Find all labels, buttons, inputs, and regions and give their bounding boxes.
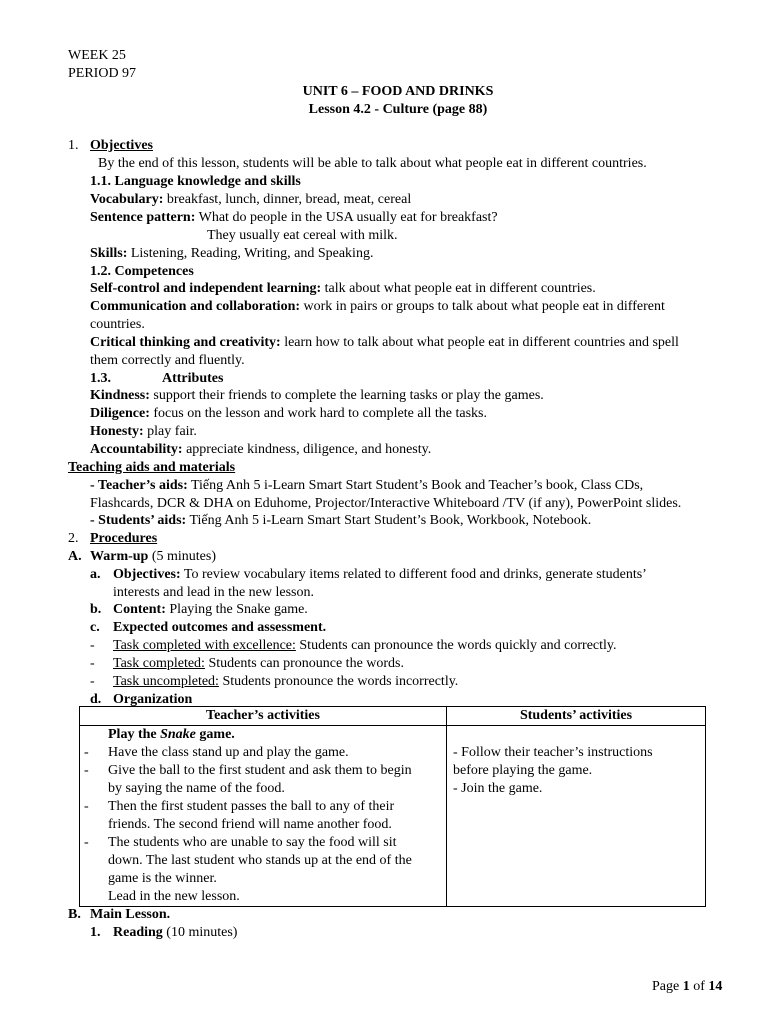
lesson-title: Lesson 4.2 - Culture (page 88) bbox=[308, 102, 488, 117]
task-uncompleted-line: Task uncompleted: Students pronounce the words incorrectly. bbox=[113, 674, 459, 689]
teacher-activities-cell bbox=[80, 726, 447, 907]
student-aids-line: - Students’ aids: Tiếng Anh 5 i-Learn Smart Start Student’s Book, Workbook, Notebook. bbox=[90, 513, 592, 528]
critical-thinking-line: Critical thinking and creativity: learn how to talk about what people eat in different countries and spell bbox=[90, 335, 679, 350]
reading-heading: Reading (10 minutes) bbox=[113, 925, 238, 940]
objectives-heading: Objectives bbox=[90, 138, 153, 153]
self-control-line: Self-control and independent learning: talk about what people eat in different countries. bbox=[90, 281, 596, 296]
teacher-aids-line: - Teacher’s aids: Tiếng Anh 5 i-Learn Smart Start Student’s Book and Teacher’s book, Class CDs, bbox=[90, 478, 644, 493]
student-activities-header: Students’ activities bbox=[447, 707, 706, 726]
task-1-dash: - bbox=[90, 638, 95, 653]
teacher-step: game is the winner. bbox=[108, 871, 217, 886]
procedures-number: 2. bbox=[68, 531, 79, 546]
student-step: - Join the game. bbox=[453, 781, 543, 796]
sentence-pattern-line: Sentence pattern: What do people in the USA usually eat for breakfast? bbox=[90, 210, 498, 225]
game-title: Play the Snake game. bbox=[108, 727, 235, 742]
teacher-activities-header: Teacher’s activities bbox=[80, 707, 447, 726]
skills-line: Skills: Listening, Reading, Writing, and Speaking. bbox=[90, 246, 374, 261]
task-excellence-line: Task completed with excellence: Students can pronounce the words quickly and correctly. bbox=[113, 638, 617, 653]
page-number: Page 1 of 14 bbox=[652, 979, 723, 994]
honesty-line: Honesty: play fair. bbox=[90, 424, 197, 439]
item-d-heading: Organization bbox=[113, 692, 193, 707]
attributes-heading: Attributes bbox=[162, 371, 224, 386]
competences-heading: 1.2. Competences bbox=[90, 264, 194, 279]
item-a-objectives-cont: interests and lead in the new lesson. bbox=[113, 585, 315, 600]
teacher-step: friends. The second friend will name another food. bbox=[108, 817, 392, 832]
item-a-objectives: Objectives: To review vocabulary items related to different food and drinks, generate students’ bbox=[113, 567, 647, 582]
diligence-line: Diligence: focus on the lesson and work hard to complete all the tasks. bbox=[90, 406, 487, 421]
student-activities-cell bbox=[447, 726, 706, 907]
teacher-step: - Then the first student passes the ball to any of their bbox=[84, 799, 395, 814]
unit-title: UNIT 6 – FOOD AND DRINKS bbox=[302, 84, 494, 99]
item-a-letter: a. bbox=[90, 567, 101, 582]
item-c-heading: Expected outcomes and assessment. bbox=[113, 620, 327, 635]
table-header-row bbox=[80, 707, 706, 726]
communication-line: Communication and collaboration: work in pairs or groups to talk about what people eat in different bbox=[90, 299, 665, 314]
reading-number: 1. bbox=[90, 925, 101, 940]
organization-table bbox=[79, 706, 706, 907]
kindness-line: Kindness: support their friends to complete the learning tasks or play the games. bbox=[90, 388, 544, 403]
item-b-content: Content: Playing the Snake game. bbox=[113, 602, 308, 617]
communication-line-cont: countries. bbox=[90, 317, 145, 332]
item-b-letter: b. bbox=[90, 602, 102, 617]
item-c-letter: c. bbox=[90, 620, 100, 635]
language-heading: 1.1. Language knowledge and skills bbox=[90, 174, 301, 189]
teacher-step: by saying the name of the food. bbox=[108, 781, 285, 796]
vocabulary-line: Vocabulary: breakfast, lunch, dinner, bread, meat, cereal bbox=[90, 192, 412, 207]
warmup-heading: Warm-up (5 minutes) bbox=[90, 549, 216, 564]
student-step: before playing the game. bbox=[453, 763, 593, 778]
period-label: PERIOD 97 bbox=[68, 66, 137, 81]
objectives-intro: By the end of this lesson, students will be able to talk about what people eat in different countries. bbox=[98, 156, 647, 171]
task-completed-line: Task completed: Students can pronounce the words. bbox=[113, 656, 405, 671]
teacher-step: - Have the class stand up and play the game. bbox=[84, 745, 349, 760]
item-d-letter: d. bbox=[90, 692, 102, 707]
accountability-line: Accountability: appreciate kindness, diligence, and honesty. bbox=[90, 442, 432, 457]
teacher-step: - The students who are unable to say the food will sit bbox=[84, 835, 397, 850]
teaching-aids-heading: Teaching aids and materials bbox=[68, 460, 236, 475]
teacher-aids-line-cont: Flashcards, DCR & DHA on Eduhome, Projector/Interactive Whiteboard /TV (if any), PowerPoint slides. bbox=[90, 496, 682, 511]
task-2-dash: - bbox=[90, 656, 95, 671]
task-3-dash: - bbox=[90, 674, 95, 689]
procedures-heading: Procedures bbox=[90, 531, 158, 546]
warmup-letter: A. bbox=[68, 549, 82, 564]
sentence-pattern-answer: They usually eat cereal with milk. bbox=[207, 228, 398, 243]
critical-thinking-line-cont: them correctly and fluently. bbox=[90, 353, 245, 368]
objectives-number: 1. bbox=[68, 138, 79, 153]
table-row bbox=[80, 726, 706, 907]
main-lesson-letter: B. bbox=[68, 907, 81, 922]
main-lesson-heading: Main Lesson. bbox=[90, 907, 171, 922]
teacher-step: down. The last student who stands up at the end of the bbox=[108, 853, 412, 868]
week-label: WEEK 25 bbox=[68, 48, 126, 63]
teacher-step: - Give the ball to the first student and ask them to begin bbox=[84, 763, 412, 778]
attributes-number: 1.3. bbox=[90, 371, 111, 386]
student-step: - Follow their teacher’s instructions bbox=[453, 745, 653, 760]
teacher-step: Lead in the new lesson. bbox=[108, 889, 240, 904]
